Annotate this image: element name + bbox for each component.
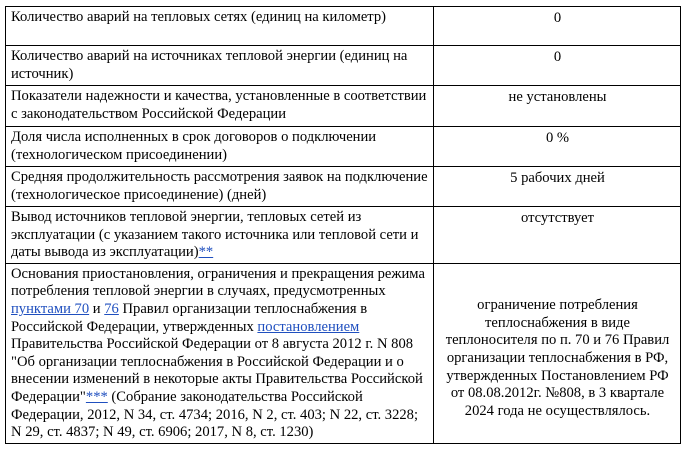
link-paragraph-76[interactable]: 76: [104, 300, 119, 317]
table-row: [6, 46, 681, 86]
row-label: [6, 263, 434, 443]
row-value: 5 рабочих дней: [434, 167, 681, 207]
table-row: [6, 207, 681, 264]
row-label: Показатели надежности и качества, установленные в соответствии с законодательством Российской Федерации: [6, 86, 434, 127]
table-row: [6, 7, 681, 46]
link-paragraph-70[interactable]: пунктами 70: [11, 300, 90, 317]
row-value: 0: [434, 7, 681, 46]
row-value: 0 %: [434, 127, 681, 167]
label-text-part: Основания приостановления, ограничения и прекращения режима потребления тепловой энергии в случаях, предусмотренных: [11, 265, 425, 300]
label-text-part: (Собрание законодательства Российской Федерации, 2012, N 34, ст. 4734; 2016, N 2, ст. 403; N 22, ст. 3228; N 29, ст. 4837; N 49, ст. 6906; 2017, N 8, ст. 1230): [11, 388, 419, 441]
row-label: [6, 207, 434, 264]
row-label: Количество аварий на источниках тепловой энергии (единиц на источник): [6, 46, 434, 86]
row-label: Доля числа исполненных в срок договоров о подключении (технологическом присоединении): [6, 127, 434, 167]
table-row: [6, 167, 681, 207]
label-text-part: и: [89, 300, 105, 317]
link-resolution[interactable]: постановлением: [257, 318, 360, 335]
row-value: отсутствует: [434, 207, 681, 264]
row-value: ограничение потребления теплоснабжения в виде теплоносителя по п. 70 и 76 Правил организации теплоснабжения в РФ, утвержденных Постановлением РФ от 08.08.2012г. №808, в 3 квартале 2024 года не осуществлялось.: [434, 263, 681, 443]
table-row: [6, 86, 681, 127]
label-text-part: Правил организации теплоснабжения в Российской Федерации, утвержденных: [11, 300, 368, 335]
disclosure-table: [5, 6, 681, 444]
table-row: [6, 127, 681, 167]
row-label: Количество аварий на тепловых сетях (единиц на километр): [6, 7, 434, 46]
footnote-link-triple-asterisk[interactable]: ***: [85, 388, 108, 405]
row-label: Средняя продолжительность рассмотрения заявок на подключение (технологическое присоединение) (дней): [6, 167, 434, 207]
row-label-text: Вывод источников тепловой энергии, тепловых сетей из эксплуатации (с указанием такого источника или тепловой сети и даты вывода из эксплуатации): [11, 209, 419, 261]
row-value: 0: [434, 46, 681, 86]
footnote-link-double-asterisk[interactable]: **: [198, 244, 214, 261]
label-text-part: Правительства Российской Федерации от 8 августа 2012 г. N 808 "Об организации теплоснабжения в Российской Федерации и о внесении изменений в некоторые акты Правительства Российской Федерации": [11, 336, 423, 405]
table-row: [6, 263, 681, 443]
row-value: не установлены: [434, 86, 681, 127]
